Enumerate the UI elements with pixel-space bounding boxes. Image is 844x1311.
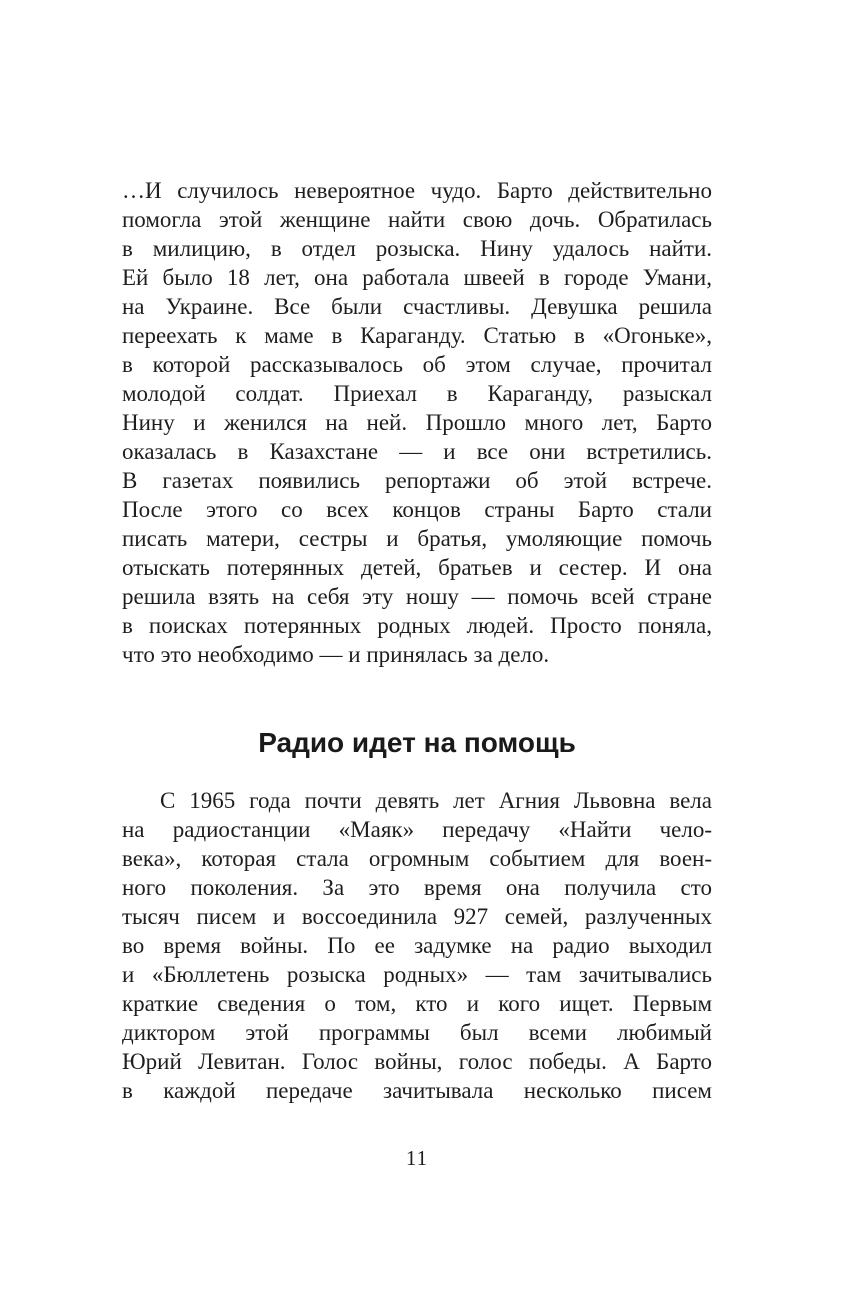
section-heading: Радио идет на помощь bbox=[258, 727, 576, 758]
paragraph-line: Нину и женился на ней. Прошло много лет, Барто bbox=[122, 410, 712, 435]
paragraph-line: переехать к маме в Караганду. Статью в «Огоньке», bbox=[122, 323, 712, 348]
paragraph-line: оказалась в Казахстане — и все они встретились. bbox=[122, 439, 712, 464]
radio-paragraph bbox=[122, 786, 712, 1105]
paragraph-line: Ей было 18 лет, она работала швеей в городе Умани, bbox=[122, 265, 712, 290]
paragraph-line: Юрий Левитан. Голос войны, голос победы. А Барто bbox=[122, 1049, 712, 1074]
paragraph-line: тысяч писем и воссоединила 927 семей, разлученных bbox=[122, 904, 712, 929]
paragraph-line: в поисках потерянных родных людей. Просто поняла, bbox=[122, 613, 712, 638]
paragraph-line: После этого со всех концов страны Барто стали bbox=[122, 497, 712, 522]
opening-paragraph bbox=[122, 176, 712, 669]
paragraph-line: В газетах появились репортажи об этой встрече. bbox=[122, 468, 712, 493]
paragraph-line: краткие сведения о том, кто и кого ищет. Первым bbox=[122, 991, 712, 1016]
paragraph-line: отыскать потерянных детей, братьев и сестер. И она bbox=[122, 555, 712, 580]
page-number: 11 bbox=[405, 1146, 429, 1170]
paragraph-line: С 1965 года почти девять лет Агния Львовна вела bbox=[160, 788, 712, 813]
paragraph-line: на Украине. Все были счастливы. Девушка решила bbox=[122, 294, 712, 319]
paragraph-line: …И случилось невероятное чудо. Барто действительно bbox=[122, 178, 712, 203]
paragraph-line: в которой рассказывалось об этом случае, прочитал bbox=[122, 352, 712, 377]
paragraph-line: в милицию, в отдел розыска. Нину удалось найти. bbox=[122, 236, 712, 261]
paragraph-line: ного поколения. За это время она получила сто bbox=[122, 875, 712, 900]
paragraph-line: и «Бюллетень розыска родных» — там зачитывались bbox=[122, 962, 712, 987]
paragraph-line: писать матери, сестры и братья, умоляющие помочь bbox=[122, 526, 712, 551]
paragraph-line: решила взять на себя эту ношу — помочь всей стране bbox=[122, 584, 712, 609]
paragraph-line: на радиостанции «Маяк» передачу «Найти чело- bbox=[122, 817, 712, 842]
paragraph-line: молодой солдат. Приехал в Караганду, разыскал bbox=[122, 381, 712, 406]
text-block bbox=[122, 176, 712, 1105]
paragraph-line: диктором этой программы был всеми любимый bbox=[122, 1020, 712, 1045]
paragraph-line: в каждой передаче зачитывала несколько писем bbox=[122, 1078, 712, 1103]
paragraph-line: века», которая стала огромным событием для воен- bbox=[122, 846, 712, 871]
paragraph-line: во время войны. По ее задумке на радио выходил bbox=[122, 933, 712, 958]
paragraph-line: помогла этой женщине найти свою дочь. Обратилась bbox=[122, 207, 712, 232]
paragraph-line: что это необходимо — и принялась за дело. bbox=[122, 642, 550, 667]
